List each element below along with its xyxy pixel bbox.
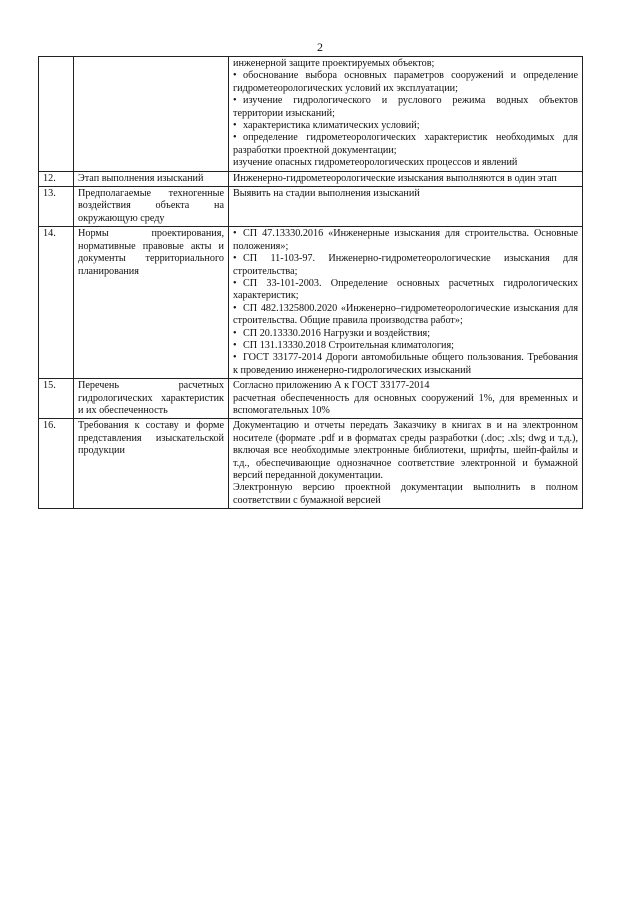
bullet-item: • ГОСТ 33177-2014 Дороги автомобильные общего пользования. Требования к проведению инженерно-гидрологических изысканий <box>233 352 578 377</box>
row-number: 13. <box>39 187 74 227</box>
row-value <box>229 379 583 419</box>
row-value <box>229 419 583 509</box>
text-line: расчетная обеспеченность для основных сооружений 1%, для временных и вспомогательных 10% <box>233 392 578 416</box>
text-line: инженерной защите проектируемых объектов; <box>233 58 435 69</box>
bullet-item: • СП 33-101-2003. Определение основных расчетных гидрологических характеристик; <box>233 278 578 303</box>
row-value <box>229 171 583 186</box>
text-line: Выявить на стадии выполнения изысканий <box>233 188 420 200</box>
row-value <box>229 57 583 172</box>
row-number <box>39 57 74 172</box>
table-row <box>39 379 583 419</box>
bullet-item: • обоснование выбора основных параметров сооружений и определение гидрометеорологических условий их эксплуатации; <box>233 70 578 95</box>
row-value <box>229 187 583 227</box>
row-number: 15. <box>39 379 74 419</box>
table-row <box>39 227 583 379</box>
row-parameter-name <box>74 57 229 172</box>
requirements-table <box>38 56 583 509</box>
text-line: Электронную версию проектной документации выполнить в полном соответствии с бумажной версией <box>233 482 578 506</box>
row-number: 12. <box>39 171 74 186</box>
row-parameter-name: Требования к составу и форме представления изыскательской продукции <box>74 419 229 509</box>
row-parameter-name: Перечень расчетных гидрологических характеристик и их обеспеченность <box>74 379 229 419</box>
bullet-item: • изучение гидрологического и руслового режима водных объектов территории изысканий; <box>233 95 578 120</box>
text-line: Документацию и отчеты передать Заказчику в книгах в и на электронном носителе (формате .pdf и в форматах среды разработки (.doc; .xls; dwg и т.д.), включая все необходимые электронные библиотеки, шрифты, шейп-файлы и т.д., обеспечивающие однозначное соответствие электронной и бумажной версий переданной документации. <box>233 420 578 481</box>
bullet-item: • СП 482.1325800.2020 «Инженерно–гидрометеорологические изыскания для строительства. Общие правила производства работ»; <box>233 303 578 328</box>
bullet-item: • СП 20.13330.2016 Нагрузки и воздействия; <box>233 328 578 340</box>
bullet-item: • характеристика климатических условий; <box>233 120 578 132</box>
bullet-item: • СП 131.13330.2018 Строительная климатология; <box>233 340 578 352</box>
row-parameter-name: Нормы проектирования, нормативные правовые акты и документы территориального планирования <box>74 227 229 379</box>
table-row <box>39 171 583 186</box>
bullet-item: • определение гидрометеорологических характеристик необходимых для разработки проектной документации; <box>233 132 578 157</box>
table-row <box>39 187 583 227</box>
text-line: Согласно приложению А к ГОСТ 33177-2014 <box>233 380 430 392</box>
bullet-item: • СП 47.13330.2016 «Инженерные изыскания для строительства. Основные положения»; <box>233 228 578 253</box>
row-number: 16. <box>39 419 74 509</box>
row-parameter-name: Этап выполнения изысканий <box>74 171 229 186</box>
text-line: Инженерно-гидрометеорологические изыскания выполняются в один этап <box>233 172 557 184</box>
table-row <box>39 57 583 172</box>
bullet-item: • СП 11-103-97. Инженерно-гидрометеорологические изыскания для строительства; <box>233 253 578 278</box>
row-value <box>229 227 583 379</box>
text-line: изучение опасных гидрометеорологических процессов и явлений <box>233 157 518 169</box>
page-number: 2 <box>317 40 323 54</box>
table-row <box>39 419 583 509</box>
row-number: 14. <box>39 227 74 379</box>
row-parameter-name: Предполагаемые техногенные воздействия объекта на окружающую среду <box>74 187 229 227</box>
